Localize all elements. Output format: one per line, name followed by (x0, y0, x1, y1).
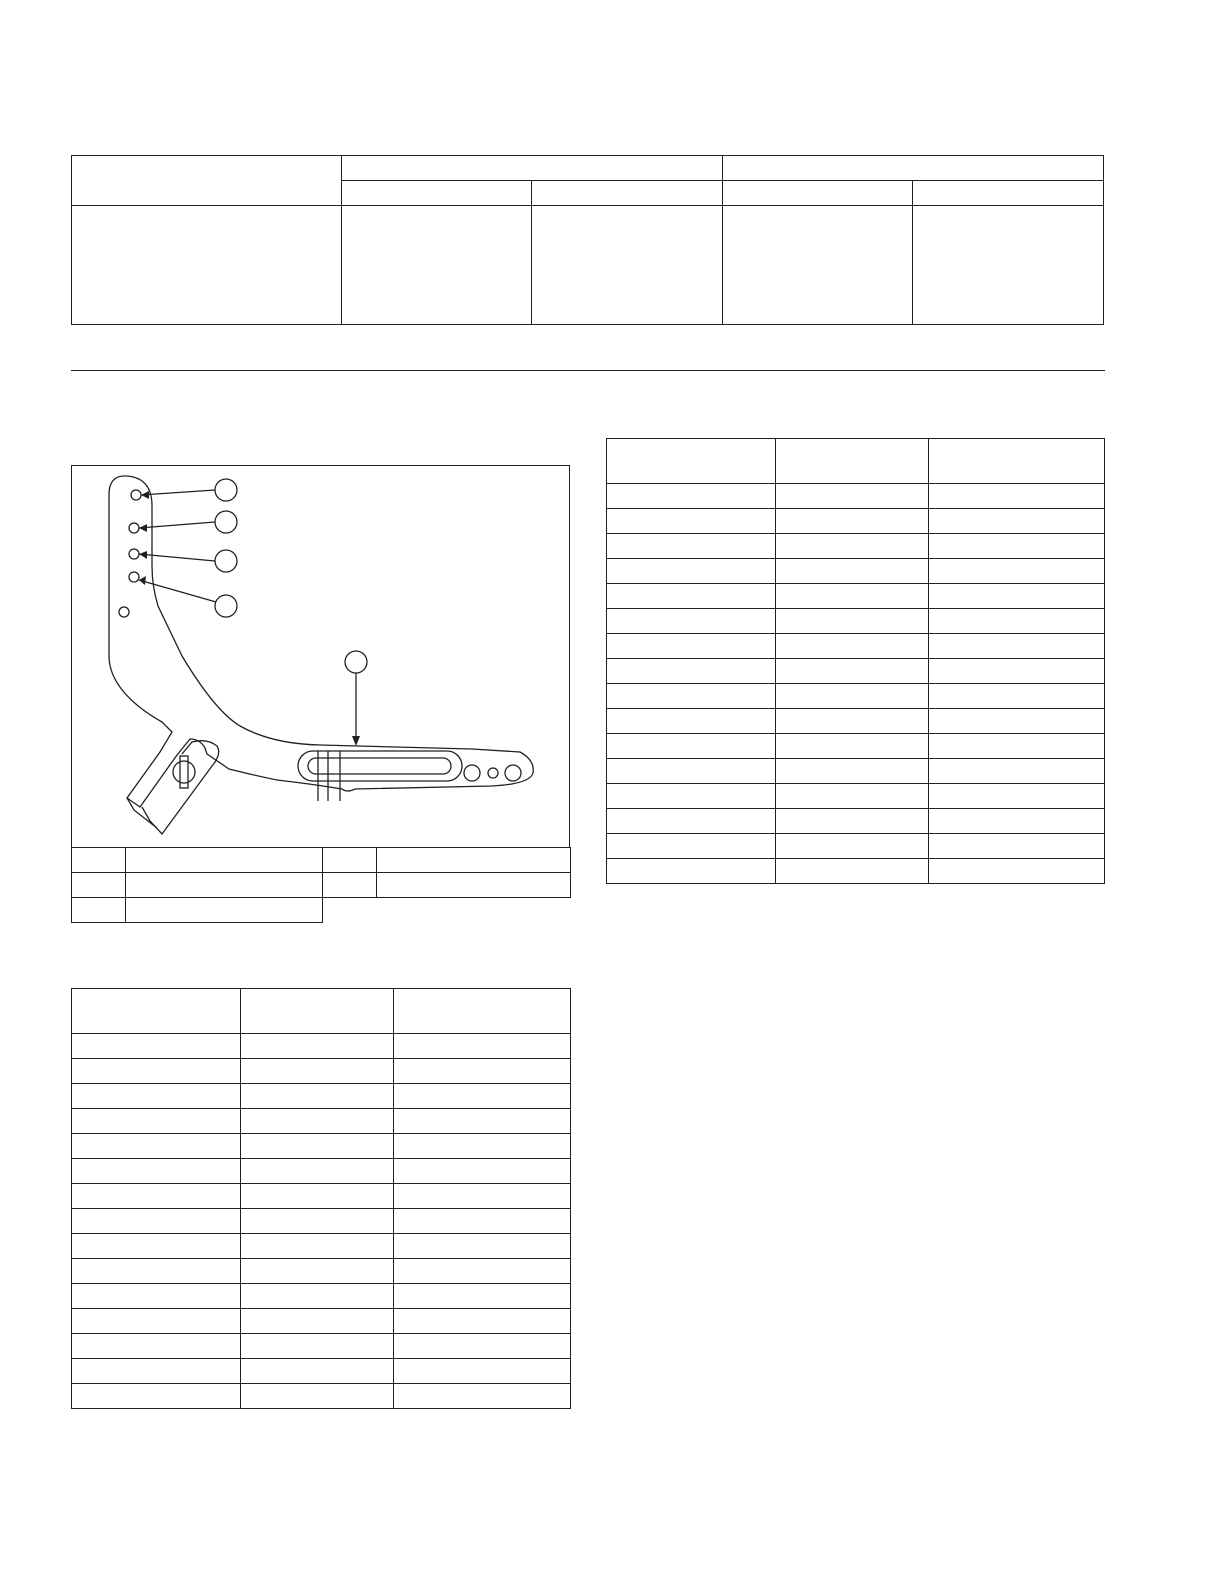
table-cell (394, 1059, 571, 1084)
table-cell (72, 1259, 241, 1284)
table-cell (776, 859, 929, 884)
table-cell (394, 1159, 571, 1184)
top-table-subheader (342, 181, 532, 206)
callout-circle (345, 651, 367, 673)
table-cell (394, 1209, 571, 1234)
table-cell (723, 206, 913, 325)
table-cell (776, 834, 929, 859)
table-cell (72, 206, 342, 325)
table-cell (72, 1359, 241, 1384)
table-cell (72, 1184, 241, 1209)
table-cell (929, 559, 1105, 584)
table-row (607, 834, 1105, 859)
table-cell (72, 1034, 241, 1059)
column-header (72, 989, 241, 1034)
table-row (72, 873, 571, 898)
table-cell (929, 659, 1105, 684)
adjust-hole (505, 765, 521, 781)
table-cell (929, 734, 1105, 759)
table-cell (607, 559, 776, 584)
table-cell (72, 1134, 241, 1159)
table-cell (394, 1034, 571, 1059)
table-cell (929, 809, 1105, 834)
table-cell (929, 759, 1105, 784)
table-cell (394, 1259, 571, 1284)
table-row (607, 684, 1105, 709)
leader-line (139, 554, 215, 561)
table-cell (241, 1059, 394, 1084)
column-header (929, 439, 1105, 484)
adjust-hole (464, 765, 480, 781)
table-cell (241, 1234, 394, 1259)
table-cell (776, 809, 929, 834)
table-cell (607, 509, 776, 534)
adjust-hole (131, 490, 141, 500)
column-header (776, 439, 929, 484)
table-cell (241, 1284, 394, 1309)
legend-key (72, 898, 126, 923)
table-row (607, 584, 1105, 609)
callout-circle (215, 595, 237, 617)
table-row (607, 859, 1105, 884)
table-cell (241, 1034, 394, 1059)
arrowhead (139, 576, 146, 585)
arrowhead (139, 551, 147, 559)
arrowhead (352, 736, 360, 746)
column-header (607, 439, 776, 484)
legend-empty (323, 898, 571, 923)
right-data-table (606, 438, 1105, 884)
table-cell (72, 1109, 241, 1134)
table-cell (72, 1284, 241, 1309)
legend-key (323, 873, 377, 898)
table-row (72, 1259, 571, 1284)
table-row (72, 1134, 571, 1159)
legend-key (72, 848, 126, 873)
table-row (72, 1059, 571, 1084)
table-cell (929, 584, 1105, 609)
table-cell (776, 584, 929, 609)
table-row (72, 1109, 571, 1134)
legend-description (377, 848, 571, 873)
slot-outer (298, 751, 462, 781)
left-data-table (71, 988, 571, 1409)
table-cell (929, 684, 1105, 709)
arm-figure (71, 465, 570, 848)
table-cell (241, 1309, 394, 1334)
table-row (607, 809, 1105, 834)
table-cell (241, 1184, 394, 1209)
table-cell (929, 834, 1105, 859)
callout-circle (215, 479, 237, 501)
table-cell (607, 484, 776, 509)
table-cell (241, 1109, 394, 1134)
table-cell (607, 634, 776, 659)
table-cell (929, 859, 1105, 884)
table-row (607, 534, 1105, 559)
top-table-subheader (913, 181, 1104, 206)
table-row (607, 759, 1105, 784)
top-table-group-header (723, 156, 1104, 181)
table-row (72, 1034, 571, 1059)
arrowhead (139, 524, 147, 532)
legend-description (126, 898, 323, 923)
table-cell (776, 784, 929, 809)
table-cell (776, 659, 929, 684)
table-cell (776, 534, 929, 559)
table-row (72, 1309, 571, 1334)
keyhole-bore (173, 761, 195, 783)
table-cell (607, 784, 776, 809)
top-table-corner-header (72, 156, 342, 206)
leader-line (141, 490, 215, 495)
table-cell (607, 584, 776, 609)
table-cell (241, 1259, 394, 1284)
table-cell (776, 634, 929, 659)
table-row (607, 709, 1105, 734)
table-row (72, 206, 1104, 325)
table-cell (394, 1234, 571, 1259)
table-row (72, 848, 571, 873)
table-cell (342, 206, 532, 325)
arrowhead (141, 491, 149, 499)
table-cell (929, 484, 1105, 509)
table-row (72, 1159, 571, 1184)
table-cell (607, 709, 776, 734)
table-cell (913, 206, 1104, 325)
table-cell (607, 759, 776, 784)
legend-key (72, 873, 126, 898)
table-cell (72, 1059, 241, 1084)
table-cell (776, 684, 929, 709)
table-row (72, 1084, 571, 1109)
table-cell (394, 1134, 571, 1159)
legend-key (323, 848, 377, 873)
table-cell (241, 1384, 394, 1409)
table-cell (394, 1359, 571, 1384)
leader-line (139, 522, 215, 528)
legend-description (377, 873, 571, 898)
figure-legend-table (71, 847, 571, 923)
table-row (607, 484, 1105, 509)
table-cell (929, 509, 1105, 534)
table-cell (394, 1309, 571, 1334)
table-row (607, 559, 1105, 584)
table-cell (607, 809, 776, 834)
section-divider (71, 370, 1105, 371)
slot-inner (308, 758, 451, 774)
table-cell (72, 1209, 241, 1234)
table-header-row (72, 989, 571, 1034)
table-cell (394, 1384, 571, 1409)
adjust-hole (129, 572, 139, 582)
adjust-hole (129, 549, 139, 559)
table-cell (776, 609, 929, 634)
top-table-subheader (723, 181, 913, 206)
top-table-subheader (532, 181, 723, 206)
table-cell (241, 1209, 394, 1234)
table-cell (394, 1284, 571, 1309)
table-cell (929, 634, 1105, 659)
table-cell (72, 1384, 241, 1409)
table-cell (776, 484, 929, 509)
table-row (607, 609, 1105, 634)
table-cell (929, 534, 1105, 559)
table-cell (607, 859, 776, 884)
table-cell (607, 659, 776, 684)
table-cell (607, 534, 776, 559)
table-cell (241, 1359, 394, 1384)
top-table-group-header (342, 156, 723, 181)
table-row (72, 1334, 571, 1359)
table-row (72, 1209, 571, 1234)
table-cell (72, 1159, 241, 1184)
table-cell (607, 684, 776, 709)
table-cell (72, 1334, 241, 1359)
table-cell (72, 1309, 241, 1334)
table-row (607, 784, 1105, 809)
table-header-row (607, 439, 1105, 484)
table-cell (241, 1084, 394, 1109)
table-row (72, 1359, 571, 1384)
column-header (394, 989, 571, 1034)
table-cell (241, 1134, 394, 1159)
top-spec-table (71, 155, 1104, 325)
table-cell (394, 1084, 571, 1109)
table-row (72, 1234, 571, 1259)
table-cell (929, 784, 1105, 809)
adjust-hole (119, 607, 129, 617)
table-cell (241, 1159, 394, 1184)
table-cell (929, 709, 1105, 734)
table-cell (607, 609, 776, 634)
table-cell (776, 734, 929, 759)
adjust-hole (488, 768, 498, 778)
column-header (241, 989, 394, 1034)
table-cell (776, 559, 929, 584)
table-cell (929, 609, 1105, 634)
legend-description (126, 873, 323, 898)
table-cell (776, 709, 929, 734)
callout-circle (215, 550, 237, 572)
arm-drawing (72, 466, 569, 847)
table-row (72, 1284, 571, 1309)
legend-description (126, 848, 323, 873)
table-row (607, 734, 1105, 759)
table-cell (394, 1109, 571, 1134)
table-cell (241, 1334, 394, 1359)
table-cell (607, 734, 776, 759)
table-row (607, 509, 1105, 534)
table-row (72, 898, 571, 923)
table-cell (394, 1184, 571, 1209)
table-cell (72, 1084, 241, 1109)
table-cell (607, 834, 776, 859)
callout-circle (215, 511, 237, 533)
adjust-hole (129, 523, 139, 533)
table-cell (72, 1234, 241, 1259)
table-row (72, 1384, 571, 1409)
table-row (607, 634, 1105, 659)
table-row (607, 659, 1105, 684)
leader-line (139, 580, 216, 602)
table-cell (776, 759, 929, 784)
table-cell (776, 509, 929, 534)
table-cell (532, 206, 723, 325)
table-row (72, 1184, 571, 1209)
table-cell (394, 1334, 571, 1359)
